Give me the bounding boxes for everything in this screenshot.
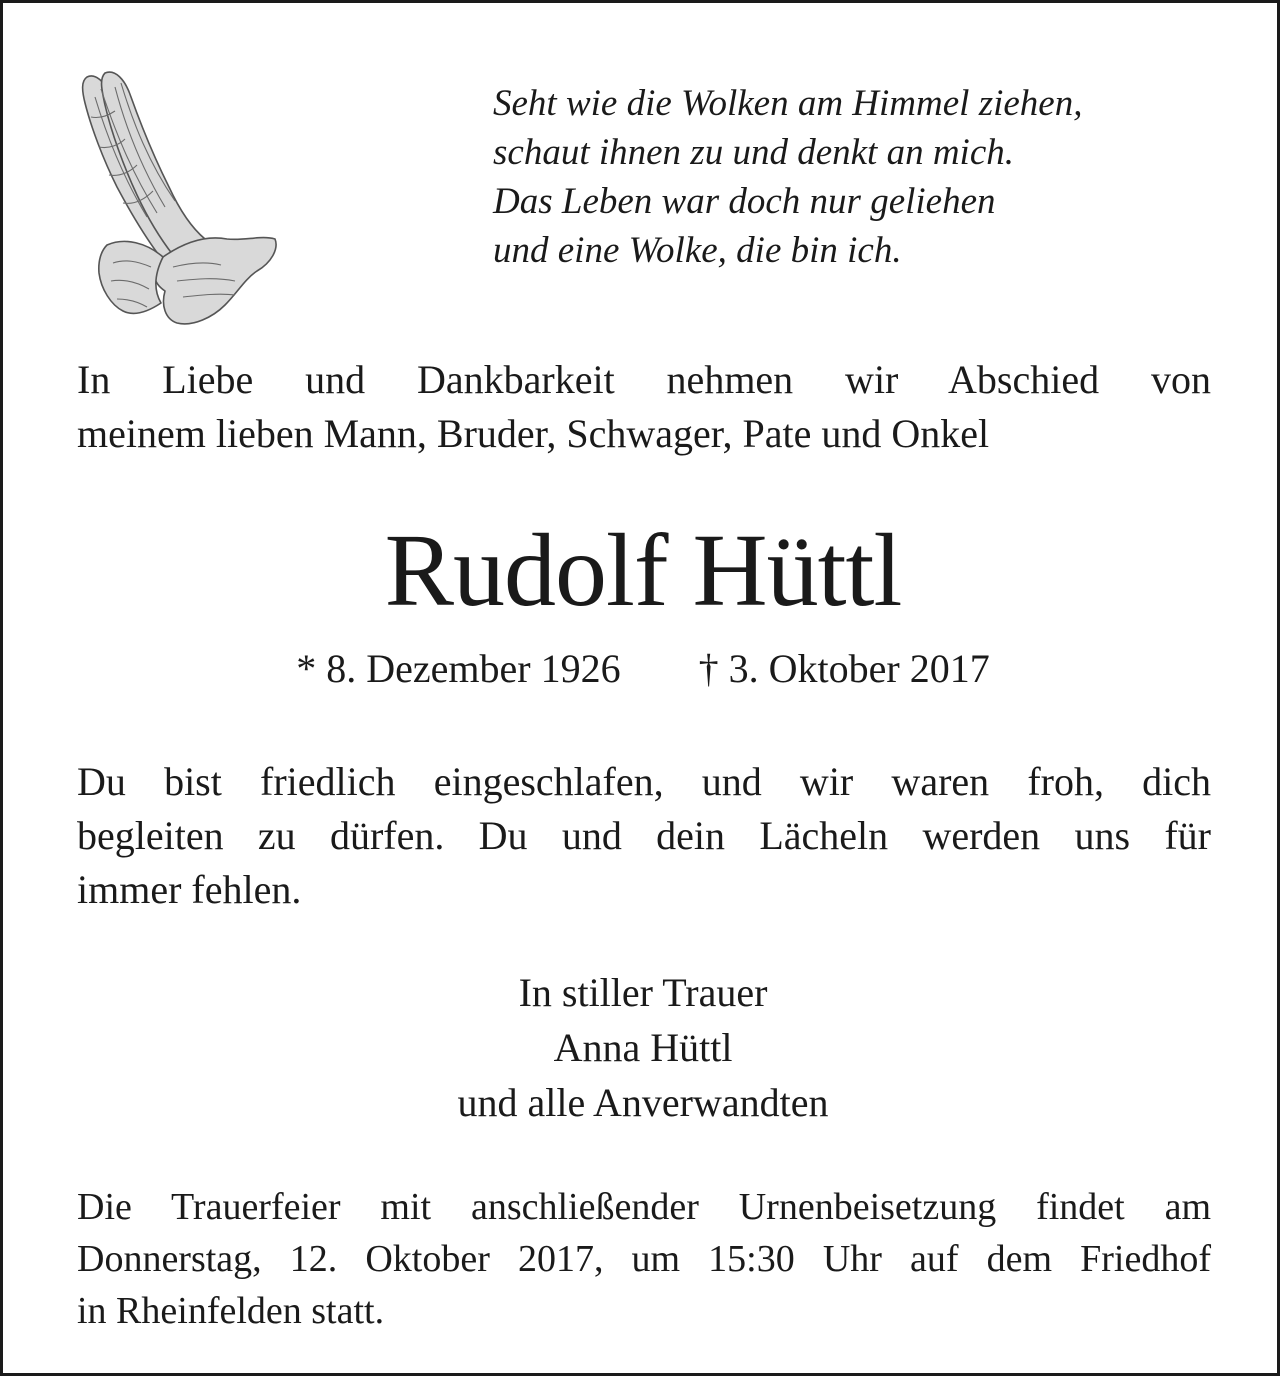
mourners-line: In stiller Trauer <box>518 970 768 1015</box>
deceased-name: Rudolf Hüttl <box>384 513 902 628</box>
mourners-block <box>3 965 1280 1130</box>
service-line: Donnerstag, 12. Oktober 2017, um 15:30 Uhr auf dem Friedhof <box>77 1238 1211 1280</box>
service-line: in Rheinfelden statt. <box>77 1290 385 1332</box>
closing-line: immer fehlen. <box>77 867 302 912</box>
service-line: Die Trauerfeier mit anschließender Urnenbeisetzung findet am <box>77 1186 1211 1228</box>
birth-date: * 8. Dezember 1926 <box>296 646 621 691</box>
closing-line: Du bist friedlich eingeschlafen, und wir waren froh, dich <box>77 759 1211 804</box>
life-dates <box>3 641 1280 697</box>
poem-line: schaut ihnen zu und denkt an mich. <box>493 132 1014 173</box>
intro-text <box>77 353 1211 461</box>
mourners-line: und alle Anverwandten <box>457 1080 829 1125</box>
intro-line: meinem lieben Mann, Bruder, Schwager, Pate und Onkel <box>77 411 990 456</box>
poem-line: und eine Wolke, die bin ich. <box>493 230 902 271</box>
intro-line: In Liebe und Dankbarkeit nehmen wir Abschied von <box>77 357 1211 402</box>
poem-line: Seht wie die Wolken am Himmel ziehen, <box>493 83 1083 124</box>
poem <box>493 79 1233 275</box>
mourners-line: Anna Hüttl <box>553 1025 733 1070</box>
service-info <box>77 1181 1211 1337</box>
closing-line: begleiten zu dürfen. Du und dein Lächeln werden uns für <box>77 813 1211 858</box>
poem-line: Das Leben war doch nur geliehen <box>493 181 996 222</box>
death-date: † 3. Oktober 2017 <box>698 646 990 691</box>
closing-text <box>77 755 1211 917</box>
praying-hands-icon <box>65 67 285 333</box>
